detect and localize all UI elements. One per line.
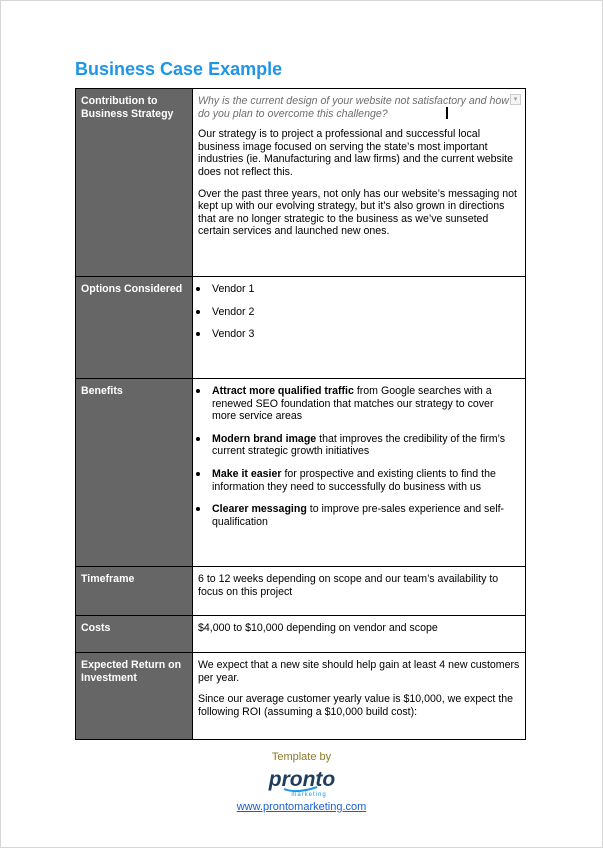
- row-costs: [76, 616, 526, 653]
- document-title: Business Case Example: [75, 59, 283, 79]
- list-item: [198, 385, 520, 423]
- cell-costs[interactable]: $4,000 to $10,000 depending on vendor and scope: [193, 616, 526, 653]
- benefit-bold: Make it easier: [212, 467, 282, 480]
- cell-benefits[interactable]: [193, 379, 526, 567]
- list-item: Vendor 2: [198, 306, 520, 319]
- label-options: Options Considered: [76, 277, 193, 379]
- benefit-text: to improve pre-sales experience and self-qualification: [212, 503, 505, 528]
- pronto-logo-graphic: [257, 766, 347, 798]
- cell-options[interactable]: [193, 277, 526, 379]
- roi-paragraph: We expect that a new site should help gain at least 4 new customers per year.: [198, 659, 520, 684]
- row-options: [76, 277, 526, 379]
- roi-paragraph: Since our average customer yearly value is $10,000, we expect the following ROI (assuming a $10,000 build cost):: [198, 693, 514, 718]
- cell-roi[interactable]: [193, 653, 526, 740]
- website-link[interactable]: www.prontomarketing.com: [236, 801, 367, 813]
- benefit-bold: Clearer messaging: [212, 503, 307, 516]
- label-contribution: Contribution to Business Strategy: [76, 89, 193, 277]
- contribution-paragraph: Over the past three years, not only has our website’s messaging not kept up with our evolving strategy, but it’s also grown in directions that are no longer strategic to the business as we’ve sunseted certain services and launched new ones.: [198, 187, 517, 238]
- options-list: [198, 283, 520, 341]
- contribution-question: Why is the current design of your website not satisfactory and how do you plan to overcome this challenge?: [198, 95, 509, 120]
- row-benefits: [76, 379, 526, 567]
- dropdown-arrow-icon[interactable]: ▾: [510, 94, 521, 105]
- list-item: Vendor 1: [198, 283, 520, 296]
- row-contribution: [76, 89, 526, 277]
- template-by-label: Template by: [271, 751, 332, 763]
- benefit-text: that improves the credibility of the firm’s current strategic growth initiatives: [212, 432, 505, 458]
- logo-wordmark: pronto: [268, 768, 335, 791]
- benefit-text: for prospective and existing clients to find the information they need to successfully do business with us: [212, 467, 496, 493]
- row-timeframe: [76, 567, 526, 616]
- contribution-paragraph: Our strategy is to project a professional and successful local business image focused on serving the state’s most important industries (ie. Manufacturing and law firms) and the current website does not reflect this.: [198, 128, 514, 178]
- label-costs: Costs: [76, 616, 193, 653]
- label-roi: Expected Return on Investment: [76, 653, 193, 740]
- row-roi: [76, 653, 526, 740]
- label-timeframe: Timeframe: [76, 567, 193, 616]
- benefit-text: from Google searches with a renewed SEO foundation that matches our strategy to cover more service areas: [212, 385, 494, 423]
- label-benefits: Benefits: [76, 379, 193, 567]
- cell-timeframe[interactable]: 6 to 12 weeks depending on scope and our team’s availability to focus on this project: [193, 567, 526, 616]
- list-item: [198, 468, 520, 493]
- benefits-list: [198, 385, 520, 528]
- list-item: [198, 503, 520, 528]
- text-cursor: [446, 107, 448, 119]
- business-case-table: [75, 88, 526, 740]
- list-item: [198, 433, 520, 458]
- cell-contribution[interactable]: [193, 89, 526, 277]
- logo-subtext: marketing: [290, 792, 327, 798]
- benefit-bold: Attract more qualified traffic: [212, 385, 354, 397]
- footer-url: [0, 801, 603, 813]
- pronto-logo: [0, 766, 603, 798]
- benefit-bold: Modern brand image: [212, 432, 317, 445]
- list-item: Vendor 3: [198, 328, 520, 341]
